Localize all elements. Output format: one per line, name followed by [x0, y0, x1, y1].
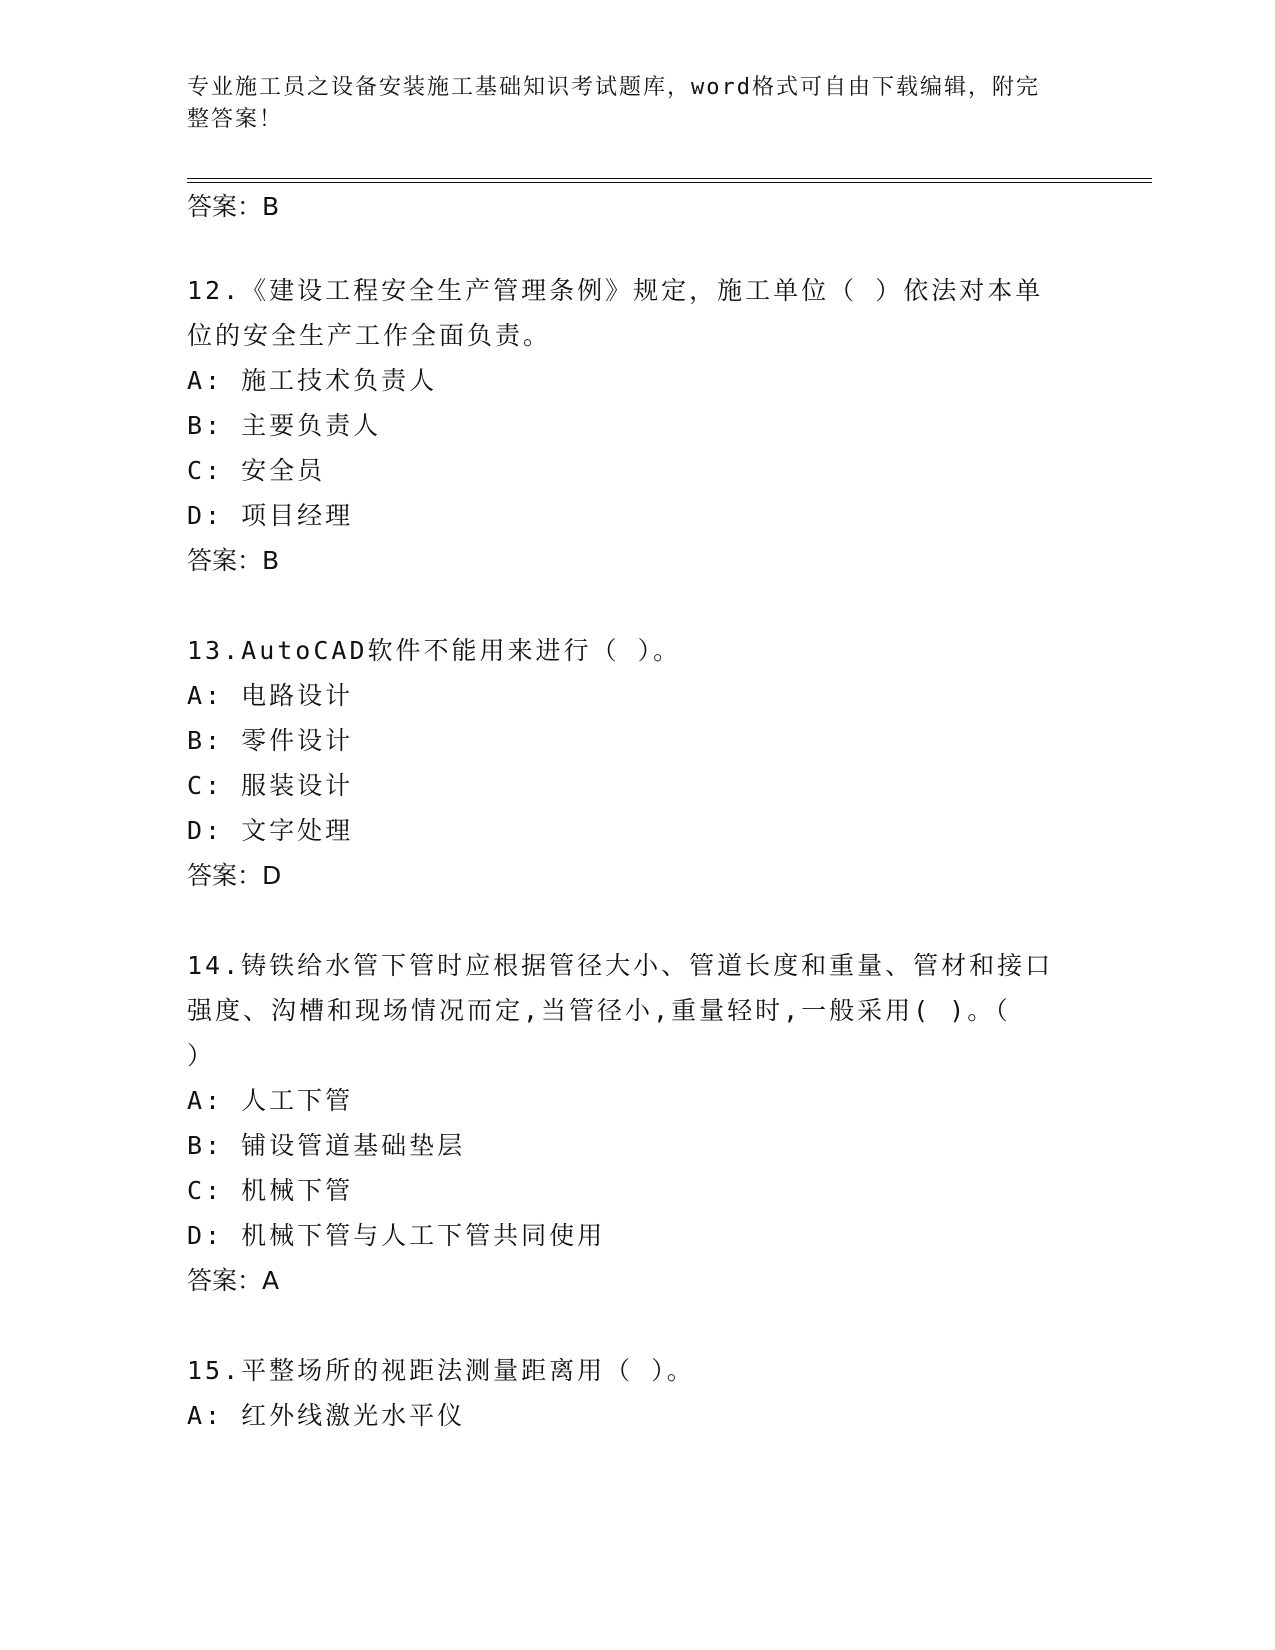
question-stem-line: 12.《建设工程安全生产管理条例》规定，施工单位（ ）依法对本单 — [187, 276, 1044, 305]
header-line-2: 整答案！ — [187, 107, 284, 132]
question-15 — [187, 1348, 1087, 1438]
option-d: D: 机械下管与人工下管共同使用 — [187, 1221, 606, 1250]
document-header — [187, 72, 1067, 136]
question-stem-line: 13.AutoCAD软件不能用来进行（ ）。 — [187, 636, 682, 665]
option-c: C: 机械下管 — [187, 1176, 354, 1205]
option-a: A: 施工技术负责人 — [187, 366, 438, 395]
question-14 — [187, 943, 1087, 1303]
option-a: A: 电路设计 — [187, 681, 354, 710]
answer: 答案：D — [187, 861, 282, 890]
previous-question-answer: 答案：B — [187, 192, 280, 221]
question-stem-line: 位的安全生产工作全面负责。 — [187, 321, 552, 350]
option-b: B: 铺设管道基础垫层 — [187, 1131, 466, 1160]
question-stem-line: 14.铸铁给水管下管时应根据管径大小、管道长度和重量、管材和接口 — [187, 951, 1054, 980]
option-d: D: 文字处理 — [187, 816, 354, 845]
option-d: D: 项目经理 — [187, 501, 354, 530]
question-stem-line: ） — [187, 1041, 216, 1070]
option-c: C: 安全员 — [187, 456, 326, 485]
header-divider — [187, 178, 1152, 183]
question-stem-line: 强度、沟槽和现场情况而定,当管径小,重量轻时,一般采用( )。（ — [187, 996, 1011, 1025]
option-c: C: 服装设计 — [187, 771, 354, 800]
option-b: B: 主要负责人 — [187, 411, 382, 440]
question-12 — [187, 268, 1087, 583]
header-line-1: 专业施工员之设备安装施工基础知识考试题库，word格式可自由下载编辑，附完 — [187, 75, 1040, 100]
option-b: B: 零件设计 — [187, 726, 354, 755]
option-a: A: 人工下管 — [187, 1086, 354, 1115]
answer: 答案：B — [187, 546, 280, 575]
option-a: A: 红外线激光水平仪 — [187, 1401, 466, 1430]
answer: 答案：A — [187, 1266, 280, 1295]
question-13 — [187, 628, 1087, 898]
question-stem-line: 15.平整场所的视距法测量距离用（ ）。 — [187, 1356, 695, 1385]
